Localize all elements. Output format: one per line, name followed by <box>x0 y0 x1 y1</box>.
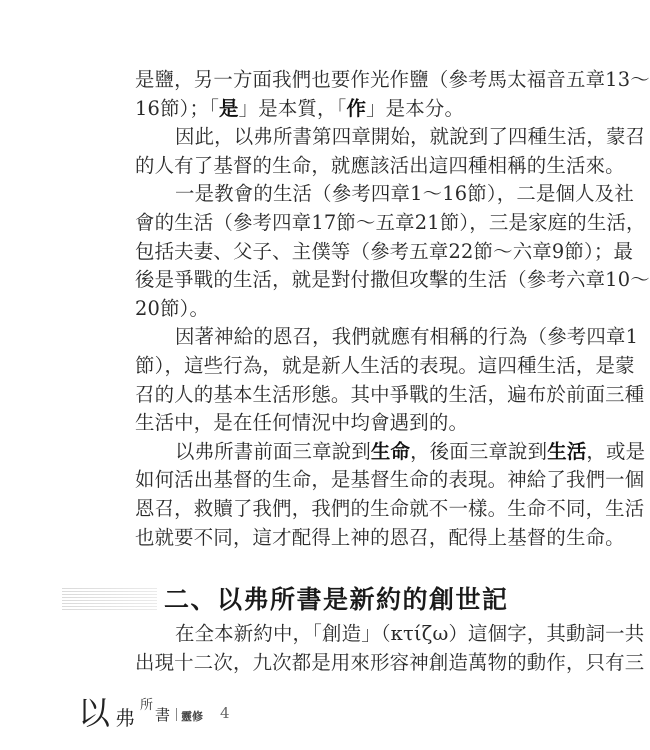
bold-term: 生命 <box>370 439 411 463</box>
paragraph-6 <box>135 620 645 677</box>
text-line: 會的生活（參考四章17節～五章21節），三是家庭的生活， <box>135 210 646 234</box>
text-line: 如何活出基督的生命，是基督生命的表現。神給了我們一個 <box>135 468 645 492</box>
text-line: 包括夫妻、父子、主僕等（參考五章22節～六章9節）；最 <box>135 239 634 263</box>
text-line: 後是爭戰的生活，就是對付撒但攻擊的生活（參考六章10～ <box>135 268 650 292</box>
text-line: 的人有了基督的生命，就應該活出這四種相稱的生活來。 <box>135 153 625 177</box>
bold-term: 是 <box>219 96 239 120</box>
text-line: 20節）。 <box>135 296 210 320</box>
text-span: ，後面三章說到 <box>410 439 548 463</box>
text-line: 節），這些行為，就是新人生活的表現。這四種生活，是蒙 <box>135 353 635 377</box>
text-span: 」是本分。 <box>366 96 465 120</box>
text-line: 是鹽，另一方面我們也要作光作鹽（參考馬太福音五章13～ <box>135 68 650 91</box>
text-line <box>135 95 527 124</box>
text-line: 在全本新約中，「創造」（κτίζω）這個字，其動詞一共 <box>175 622 645 645</box>
text-span: 16節）；「 <box>135 96 220 120</box>
text-line: 召的人的基本生活形態。其中爭戰的生活，遍布於前面三種 <box>135 382 645 406</box>
paragraph-3 <box>135 180 650 323</box>
text-line: 因此，以弗所書第四章開始，就說到了四種生活，蒙召 <box>175 125 646 149</box>
text-line <box>135 438 646 467</box>
text-line: 一是教會的生活（參考四章1～16節），二是個人及社 <box>175 182 634 206</box>
footer-book-title-char: 所 <box>140 698 154 713</box>
text-span: 以弗所書前面三章說到 <box>175 439 371 463</box>
text-line: 生活中，是在任何情況中均會遇到的。 <box>135 411 469 435</box>
footer-divider <box>176 708 177 721</box>
footer-book-title-char: 弗 <box>115 706 135 730</box>
text-line: 出現十二次，九次都是用來形容神創造萬物的動作，只有三 <box>135 650 645 674</box>
bold-term: 生活 <box>547 439 587 463</box>
body-text-block <box>135 66 650 552</box>
footer-book-title-char: 以 <box>78 694 111 732</box>
heading-decoration-lines <box>62 588 157 612</box>
paragraph-4 <box>135 323 645 437</box>
bold-term: 作 <box>346 96 367 120</box>
section-heading: 二、以弗所書是新約的創世記 <box>164 585 509 614</box>
text-span: ，或是 <box>586 439 646 463</box>
body-text-block-2 <box>135 620 645 677</box>
footer-book-title-char: 書 <box>155 706 171 724</box>
section-heading-block <box>62 582 532 618</box>
paragraph-2 <box>135 123 646 180</box>
text-line: 因著神給的恩召，我們就應有相稱的行為（參考四章1 <box>175 325 639 349</box>
text-span: 」是本質，「 <box>238 96 347 120</box>
page-number: 4 <box>220 704 230 722</box>
paragraph-5 <box>135 438 646 552</box>
paragraph-1 <box>135 66 650 123</box>
text-line: 恩召，救贖了我們，我們的生命就不一樣。生命不同，生活 <box>135 496 645 520</box>
text-line: 也就要不同，這才配得上神的恩召，配得上基督的生命。 <box>135 525 625 549</box>
footer-section-label: 靈修 <box>181 710 203 723</box>
